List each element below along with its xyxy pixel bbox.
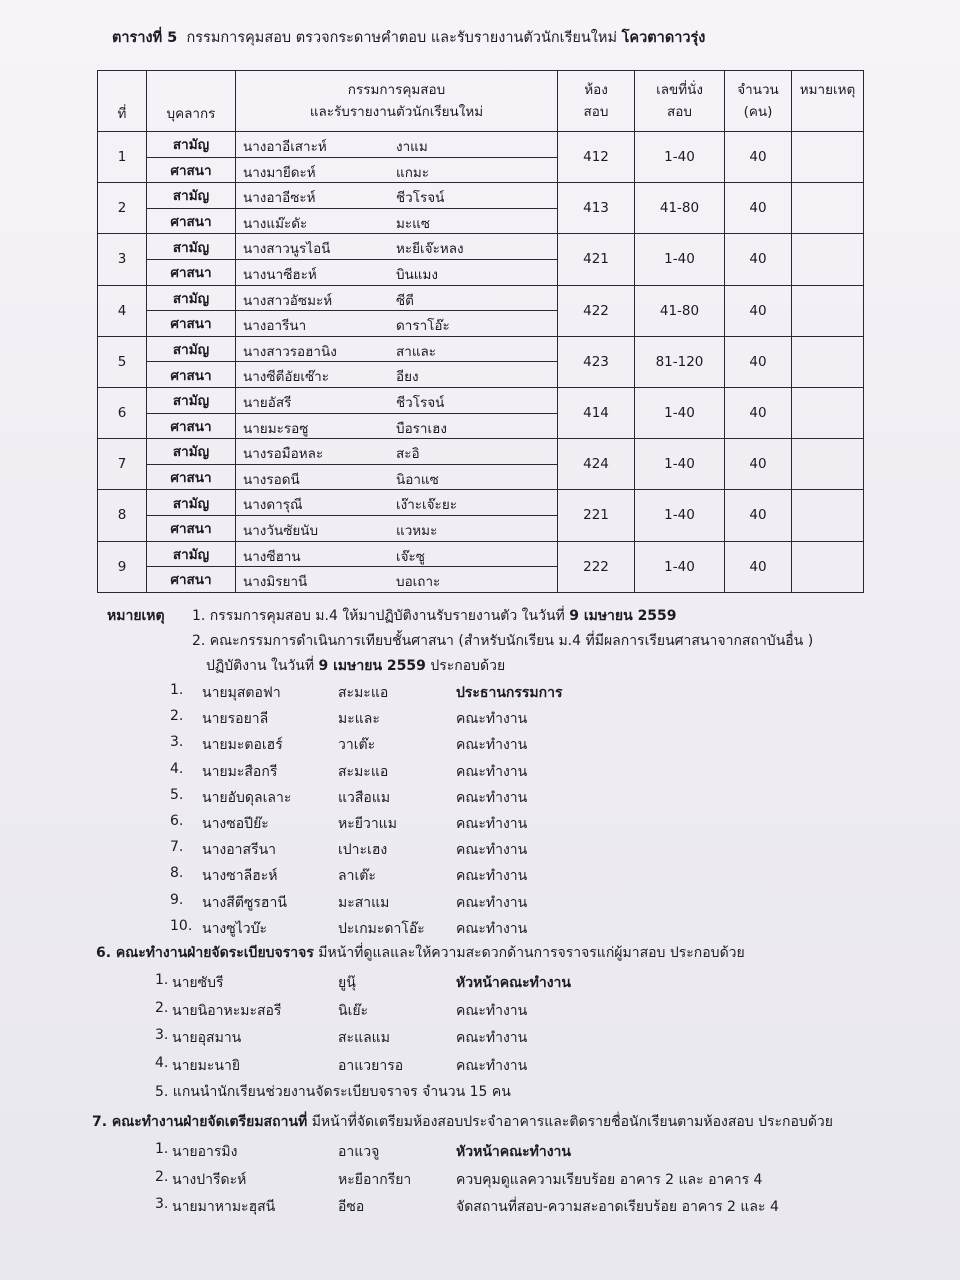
table-row (98, 439, 864, 465)
member-role: คณะทำงาน (456, 894, 528, 911)
member-number: 2. (170, 708, 184, 725)
member-first-name: นายมะนายิ (172, 1057, 241, 1074)
staff-type: ศาสนา (147, 259, 236, 285)
member-number: 1. (155, 972, 169, 988)
staff-type: สามัญ (147, 490, 236, 516)
proctor-name (236, 413, 558, 439)
staff-type: ศาสนา (147, 208, 236, 234)
member-first-name: นายมาหามะฮุสนี (172, 1199, 276, 1215)
member-first-name: นายมะตอเฮร์ (202, 737, 283, 754)
staff-type: สามัญ (147, 183, 236, 209)
seat-range: 1-40 (635, 490, 725, 541)
member-role: คณะทำงาน (456, 1057, 528, 1074)
staff-type: ศาสนา (147, 157, 236, 183)
row-number: 8 (98, 490, 147, 541)
seat-range: 41-80 (635, 285, 725, 336)
room-number: 413 (558, 183, 635, 234)
member-number: 3. (155, 1196, 169, 1212)
member-role: คณะทำงาน (456, 1030, 528, 1046)
proctor-name (236, 285, 558, 311)
member-first-name: นายนิอาหะมะสอรี (172, 1002, 282, 1019)
proctor-name (236, 541, 558, 567)
member-last-name: อาแวจู (338, 1144, 380, 1160)
member-last-name: สะมะแอ (338, 685, 389, 701)
last-name: แกมะ (396, 164, 430, 181)
member-last-name: หะยีวาแม (338, 816, 397, 832)
member-role: คณะทำงาน (456, 842, 528, 859)
student-count: 40 (725, 439, 792, 490)
member-role: คณะทำงาน (456, 789, 528, 806)
member-first-name: นายมะสือกรี (202, 763, 278, 780)
last-name: บอเถาะ (396, 574, 441, 591)
note-2-continued: ปฏิบัติงาน ในวันที่ 9 เมษายน 2559 ประกอบด้วย (206, 658, 506, 674)
section7-heading: 7. คณะทำงานฝ่ายจัดเตรียมสถานที่ มีหน้าที่จัดเตรียมห้องสอบประจำอาคารและติดรายชื่อนักเรียนตามห้องสอบ ประกอบด้วย (92, 1114, 833, 1130)
row-number: 9 (98, 541, 147, 592)
member-last-name: เปาะเฮง (338, 842, 388, 859)
first-name: นางสาวอัซมะห์ (243, 292, 333, 309)
member-last-name: ยูนุ๊ (338, 975, 356, 991)
header-staff: บุคลากร (147, 71, 236, 132)
member-last-name: นิเย๊ะ (338, 1002, 369, 1019)
member-first-name: นายอับดุลเลาะ (202, 789, 292, 806)
table-number: ตารางที่ 5 (112, 30, 178, 46)
staff-type: สามัญ (147, 234, 236, 260)
last-name: มะแซ (396, 215, 431, 232)
table-title (112, 26, 705, 49)
last-name: อียง (396, 369, 419, 386)
member-first-name: นางสีตีซูรฮานี (202, 894, 287, 911)
proctor-name (236, 183, 558, 209)
proctor-name (236, 234, 558, 260)
member-number: 9. (170, 891, 184, 908)
first-name: นายมะรอซู (243, 420, 309, 437)
proctor-name (236, 387, 558, 413)
staff-type: ศาสนา (147, 311, 236, 337)
proctor-name (236, 336, 558, 362)
header-committee: กรรมการคุมสอบ และรับรายงานตัวนักเรียนใหม่ (236, 71, 558, 132)
proctor-name (236, 132, 558, 158)
student-count: 40 (725, 336, 792, 387)
member-first-name: นายมุสตอฟา (202, 685, 281, 701)
last-name: สะอิ (396, 446, 420, 463)
seat-range: 41-80 (635, 183, 725, 234)
staff-type: ศาสนา (147, 567, 236, 593)
student-count: 40 (725, 541, 792, 592)
member-role: คณะทำงาน (456, 737, 528, 754)
member-last-name: สะมะแอ (338, 763, 389, 780)
member-number: 5. (170, 786, 184, 803)
member-role: คณะทำงาน (456, 868, 528, 885)
last-name: เง๊าะเจ๊ะยะ (396, 497, 457, 514)
school-project-name: โควตาดาวรุ่ง (621, 30, 706, 46)
student-count: 40 (725, 132, 792, 183)
member-role: หัวหน้าคณะทำงาน (456, 975, 571, 991)
staff-type: ศาสนา (147, 464, 236, 490)
seat-range: 1-40 (635, 439, 725, 490)
note-1: 1. กรรมการคุมสอบ ม.4 ให้มาปฏิบัติงานรับรายงานตัว ในวันที่ 9 เมษายน 2559 (192, 608, 677, 624)
member-last-name: อีซอ (338, 1199, 365, 1215)
proctor-name (236, 567, 558, 593)
room-number: 422 (558, 285, 635, 336)
proctor-name (236, 490, 558, 516)
note-cell (792, 132, 864, 183)
member-number: 4. (170, 760, 184, 777)
row-number: 5 (98, 336, 147, 387)
table-row (98, 490, 864, 516)
proctor-name (236, 259, 558, 285)
member-number: 3. (170, 734, 184, 751)
note-cell (792, 490, 864, 541)
row-number: 7 (98, 439, 147, 490)
room-number: 423 (558, 336, 635, 387)
member-number: 6. (170, 813, 184, 829)
proctor-table (97, 70, 864, 593)
table-row (98, 132, 864, 158)
member-first-name: นางอาสรีนา (202, 842, 277, 859)
table-row (98, 387, 864, 413)
last-name: เจ๊ะซู (396, 548, 425, 565)
row-number: 1 (98, 132, 147, 183)
staff-type: ศาสนา (147, 362, 236, 388)
last-name: ชีวโรจน์ (396, 190, 445, 207)
seat-range: 1-40 (635, 541, 725, 592)
notes-label: หมายเหตุ (107, 608, 165, 624)
staff-type: สามัญ (147, 336, 236, 362)
last-name: แวหมะ (396, 522, 438, 539)
member-last-name: วาเต๊ะ (338, 737, 376, 754)
table-header-row (98, 71, 864, 132)
table-row (98, 285, 864, 311)
first-name: นายอัสรี (243, 394, 292, 411)
proctor-name (236, 157, 558, 183)
proctor-name (236, 362, 558, 388)
member-role: คณะทำงาน (456, 1002, 528, 1019)
table-row (98, 336, 864, 362)
row-number: 2 (98, 183, 147, 234)
member-role: คณะทำงาน (456, 711, 528, 728)
member-role: หัวหน้าคณะทำงาน (456, 1144, 571, 1160)
first-name: นางมิรยานี (243, 574, 308, 591)
first-name: นางอารีนา (243, 318, 307, 335)
last-name: หะยีเจ๊ะหลง (396, 241, 464, 258)
member-number: 7. (170, 839, 184, 856)
member-role: ประธานกรรมการ (456, 685, 563, 701)
section6-heading: 6. คณะทำงานฝ่ายจัดระเบียบจราจร มีหน้าที่ดูแลและให้ความสะดวกด้านการจราจรแก่ผู้มาสอบ ประกอบด้วย (96, 945, 745, 961)
member-first-name: นายอุสมาน (172, 1030, 242, 1046)
staff-type: สามัญ (147, 387, 236, 413)
last-name: สาและ (396, 343, 437, 360)
last-name: นิอาแซ (396, 471, 439, 488)
last-name: งาแม (396, 139, 428, 155)
last-name: บือราเฮง (396, 420, 447, 437)
proctor-name (236, 464, 558, 490)
member-number: 4. (155, 1054, 169, 1071)
first-name: นางมายีดะห์ (243, 164, 316, 181)
student-count: 40 (725, 234, 792, 285)
first-name: นางนาซีฮะห์ (243, 266, 317, 283)
seat-range: 1-40 (635, 234, 725, 285)
first-name: นางอาอีซะห์ (243, 190, 316, 207)
last-name: บินแมง (396, 266, 438, 283)
room-number: 421 (558, 234, 635, 285)
last-name: ซีตี (396, 292, 414, 309)
room-number: 222 (558, 541, 635, 592)
member-number: 1. (155, 1141, 169, 1157)
table-row (98, 541, 864, 567)
header-count: จำนวน (คน) (725, 71, 792, 132)
member-last-name: มะสาแม (338, 894, 390, 911)
first-name: นางรอดนี (243, 471, 300, 488)
room-number: 414 (558, 387, 635, 438)
table-row (98, 183, 864, 209)
student-count: 40 (725, 285, 792, 336)
member-role: คณะทำงาน (456, 920, 528, 937)
member-number: 2. (155, 999, 169, 1016)
first-name: นางซีตีอัยเซ๊าะ (243, 369, 329, 386)
member-role: ควบคุมดูแลความเรียบร้อย อาคาร 2 และ อาคาร 4 (456, 1171, 763, 1188)
first-name: นางสาวรอฮานิง (243, 343, 337, 360)
header-no: ที่ (98, 71, 147, 132)
table-body (98, 132, 864, 593)
member-last-name: สะแลแม (338, 1030, 390, 1046)
proctor-name (236, 439, 558, 465)
staff-type: สามัญ (147, 132, 236, 158)
student-count: 40 (725, 387, 792, 438)
member-last-name: ปะเกมะดาโอ๊ะ (338, 920, 425, 937)
note-cell (792, 285, 864, 336)
first-name: นางดารุณี (243, 497, 303, 514)
note-cell (792, 439, 864, 490)
note-cell (792, 234, 864, 285)
member-first-name: นายอารมิง (172, 1144, 238, 1160)
seat-range: 81-120 (635, 336, 725, 387)
member-first-name: นางซาลีฮะห์ (202, 868, 278, 885)
member-first-name: นายรอยาลี (202, 711, 269, 728)
staff-type: ศาสนา (147, 413, 236, 439)
row-number: 4 (98, 285, 147, 336)
proctor-name (236, 208, 558, 234)
last-name: ดาราโอ๊ะ (396, 318, 450, 335)
member-last-name: หะยีอากรียา (338, 1171, 412, 1188)
row-number: 6 (98, 387, 147, 438)
member-first-name: นายซับรี (172, 975, 224, 991)
staff-type: ศาสนา (147, 515, 236, 541)
header-seat: เลขที่นั่ง สอบ (635, 71, 725, 132)
note-cell (792, 387, 864, 438)
traffic-student-leaders: 5. แกนนำนักเรียนช่วยงานจัดระเบียบจราจร จำนวน 15 คน (155, 1084, 511, 1100)
staff-type: สามัญ (147, 285, 236, 311)
first-name: นางแม๊ะดัะ (243, 215, 308, 232)
member-number: 8. (170, 865, 184, 882)
seat-range: 1-40 (635, 387, 725, 438)
member-role: จัดสถานที่สอบ-ความสะอาดเรียบร้อย อาคาร 2 และ 4 (456, 1199, 779, 1215)
note-cell (792, 183, 864, 234)
header-room: ห้อง สอบ (558, 71, 635, 132)
member-first-name: นางซอปีย๊ะ (202, 816, 269, 832)
student-count: 40 (725, 183, 792, 234)
header-note: หมายเหตุ (792, 71, 864, 132)
seat-range: 1-40 (635, 132, 725, 183)
first-name: นางซีฮาน (243, 548, 301, 565)
member-last-name: ลาเต๊ะ (338, 868, 376, 885)
first-name: นางอาอีเสาะห์ (243, 139, 327, 155)
member-last-name: แวสือแม (338, 789, 391, 806)
member-number: 1. (170, 682, 184, 698)
first-name: นางรอมือหละ (243, 446, 324, 463)
note-cell (792, 336, 864, 387)
last-name: ชีวโรจน์ (396, 394, 445, 411)
room-number: 221 (558, 490, 635, 541)
member-first-name: นางปารีดะห์ (172, 1171, 247, 1188)
row-number: 3 (98, 234, 147, 285)
student-count: 40 (725, 490, 792, 541)
member-role: คณะทำงาน (456, 816, 528, 832)
staff-type: สามัญ (147, 541, 236, 567)
first-name: นางวันซัยนับ (243, 522, 319, 539)
room-number: 424 (558, 439, 635, 490)
first-name: นางสาวนูรไอนี (243, 241, 331, 258)
proctor-name (236, 515, 558, 541)
member-first-name: นางซูไวบ๊ะ (202, 920, 268, 937)
note-2: 2. คณะกรรมการดำเนินการเทียบชั้นศาสนา (สำหรับนักเรียน ม.4 ที่มีผลการเรียนศาสนาจากสถาบันอื่น ) (192, 633, 814, 649)
table-row (98, 234, 864, 260)
proctor-name (236, 311, 558, 337)
member-last-name: อาแวยารอ (338, 1057, 404, 1074)
member-number: 2. (155, 1168, 169, 1185)
member-role: คณะทำงาน (456, 763, 528, 780)
staff-type: สามัญ (147, 439, 236, 465)
table-title-text: กรรมการคุมสอบ ตรวจกระดาษคำตอบ และรับรายงานตัวนักเรียนใหม่ (186, 30, 618, 46)
member-last-name: มะและ (338, 711, 380, 728)
member-number: 10. (170, 917, 193, 934)
note-cell (792, 541, 864, 592)
room-number: 412 (558, 132, 635, 183)
member-number: 3. (155, 1027, 169, 1043)
